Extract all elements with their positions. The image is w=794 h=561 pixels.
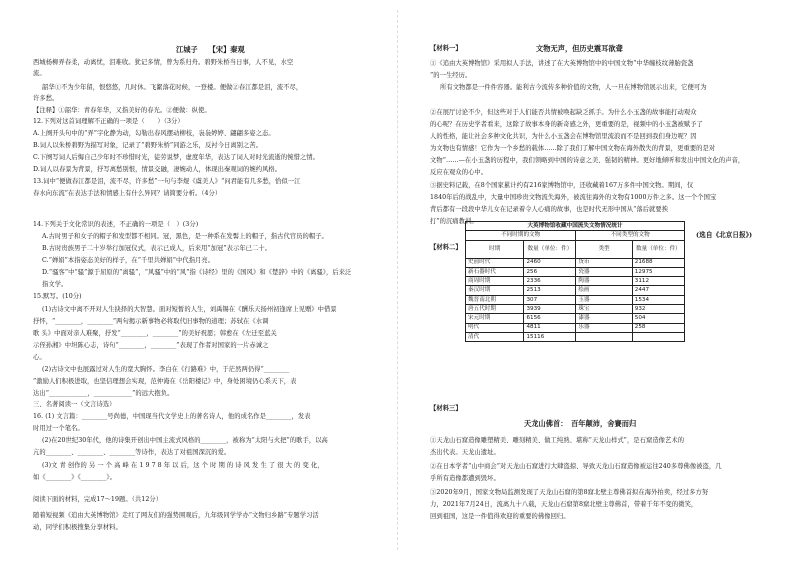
text-line: 心。	[33, 354, 46, 361]
text-line: (选自《北京日报》)	[696, 231, 753, 239]
text-line: ①《追由大英博物馆》采用拟人手法，讲述了在大英博物馆中的中国文物“中华缠枝纹薄胎瓷盏	[430, 60, 694, 67]
table-group-period: 不同时期的文物	[466, 231, 576, 240]
text-line: (3)文 青 创作的 另 一 个 高 峰 在 1 9 7 8 年 以 后，这 个 时 期 的 诗 风 发 生 了 很 大 的 变 化，	[42, 462, 324, 469]
table-cell-period: 宋元时期	[466, 314, 524, 323]
table-cell-q2: 258	[632, 323, 684, 332]
text-line: C.下阕写词人后悔自己少年时不珍惜时光，徒劳说梦，虚度年华，表达了词人对时光流逝的惋惜之情。	[33, 154, 319, 161]
relic-statistics-table	[465, 221, 685, 342]
table-cell-q2: 12975	[632, 267, 684, 276]
table-header-period: 时期	[466, 240, 524, 258]
table-row	[466, 314, 685, 323]
text-line: 背后都有一段段中华儿女在记录着令人心痛的故事，也是时代无形中国从“落后就要挨	[430, 206, 669, 213]
text-line: 13.词中“便做春江都是泪，流不尽，许多愁”一句与李煜《虞美人》“问君能有几多愁，恰似一江	[33, 178, 301, 185]
table-cell-q1: 2460	[524, 258, 576, 267]
text-line: 14.下列关于文化常识的表述，不正确的一项是（ ）(3分)	[33, 221, 199, 228]
text-line: 阅读下面的材料，完成17～19题。（共12分）	[33, 496, 163, 503]
table-title: 大英博物馆收藏中国流失文物情况统计	[466, 222, 685, 231]
table-row	[466, 286, 685, 295]
table-row	[466, 295, 685, 304]
text-line: A.上阕开头句中的“弄”字化静为动，勾勒出春风摆动柳枝，袅袅婷婷、翩翩多姿之态。	[33, 130, 275, 137]
table-cell-q2: 932	[632, 305, 684, 314]
table-cell-type: 玉器	[576, 295, 632, 304]
text-line: 随着短视频《追由大英博物馆》走红了网友们的强势围观后，九年级同学学办“文物归乡路”专题学习活	[33, 512, 319, 519]
text-line: ②在日本学者“山中商会”对天龙山石窟进行大肆盗掠、导致天龙山石窟造像被运往240多尊佛像被盗，几	[430, 463, 722, 470]
table-cell-q1: 2513	[524, 286, 576, 295]
table-cell-q1: 3939	[524, 305, 576, 314]
table-cell-type: 漆器	[576, 314, 632, 323]
table-row	[466, 277, 685, 286]
table-cell-q2	[632, 332, 684, 341]
text-line: ”的一生经历。	[430, 72, 472, 79]
text-line: 韶华①不为少年留，恨悠悠，几时休。飞絮落花时候，一登楼。便做②春江都是泪，流不尽，	[42, 84, 303, 91]
text-line: 【材料二】	[430, 244, 462, 251]
text-line: 【材料三】	[430, 405, 462, 412]
text-line: 文物无声，但历史震耳欲聋	[536, 44, 623, 53]
table-header-quantity: 数量（单位：件）	[632, 240, 684, 258]
table-cell-q2: 1534	[632, 295, 684, 304]
text-line: 西城杨柳弄春柔，动离忧，泪难收。犹记多情，曾为系归舟。碧野朱桥当日事，人不见，水空	[33, 59, 294, 66]
table-cell-q2: 21688	[632, 258, 684, 267]
text-line: 如《________》《________》。	[33, 474, 116, 481]
table-cell-type	[576, 332, 632, 341]
text-line: 江城子 【宋】秦观	[176, 45, 245, 54]
text-line: 流。	[33, 70, 46, 77]
table-group-type: 不同类型的文物	[576, 231, 685, 240]
text-line: 1840年后的战乱中，大量中国珍贵文物流失海外，被流往海外的文物有1000万件之多。这一个个国宝	[430, 194, 717, 201]
table-row	[466, 258, 685, 267]
text-line: 所有文物都是一件件容器。能利古今流传多种价值的文物，人一旦在博物馆展示出来，它便可为	[440, 84, 707, 91]
text-line: 的心呢？在历史学者看来，这除了故事本身的新奇感之外，更重要的是，视频中的小玉盏被赋予了	[430, 121, 703, 128]
table-cell-type: 乐器	[576, 323, 632, 332]
table-cell-q1: 4811	[524, 323, 576, 332]
table-header-type: 类型	[576, 240, 632, 258]
table-cell-period: 史前时代	[466, 258, 524, 267]
table-cell-q1: 15116	[524, 332, 576, 341]
text-line: B.古时贵族男子二十岁举行加冠仪式，表示已成人，后来用“加冠”表示年已二十。	[42, 245, 272, 252]
text-line: 乎所有造像都遭到毁坏。	[430, 475, 500, 482]
text-line: 春水向东流”在表达手法和情感上有什么异同？请简要分析。（4分）	[33, 190, 222, 197]
text-line: ”激励人们积极进取，也坚信理想会实现，范仲淹在《岳阳楼记》中，身处困境仍心系天下，表	[33, 378, 297, 385]
table-cell-type: 陶器	[576, 277, 632, 286]
text-line: 抒怀，“________，________”两句揭示新事物必将取代旧事物的道理；苏轼在《水调	[33, 318, 269, 325]
text-line: ②在展厅讨论不少，但这些对于人们能否共情被唤起缺乏抓手。为什么小玉盏的故事能打动观众	[430, 109, 697, 116]
text-line: 为文物也有情感！它作为一个乡愁的载体......除了我们了解中国文物在海外散失的背景，更重要的是对	[430, 145, 716, 152]
table-cell-period: 唐五代时期	[466, 305, 524, 314]
table-cell-type: 珠宝	[576, 305, 632, 314]
table-cell-type: 瓷器	[576, 267, 632, 276]
table-row	[466, 267, 685, 276]
text-line: 16. (1) 文言篇：________号尚德，中国现当代文学史上的著名诗人，他的成名作是________，发表	[33, 413, 311, 420]
table-cell-type: 货币	[576, 258, 632, 267]
text-line: D.词人以春景为背景，抒写离愁别恨，情景交融，凄婉动人，体现出秦观词的婉约风格。	[33, 166, 282, 173]
table-cell-period: 明代	[466, 323, 524, 332]
text-line: (2)古诗文中也展露过对人生的宽大胸怀。李白在《行路难》中，于茫然两仍得“________	[42, 366, 290, 373]
text-line: D.“骚客”中“骚”源于屈原的“离骚”，“风骚”中的“风”指《诗经》里的《国风》和《楚辞》中的《离骚》，后来泛	[42, 269, 352, 276]
text-line: 12.下列对这首词理解不正确的一项是（ ）（3分）	[33, 118, 184, 125]
column-divider	[397, 10, 398, 550]
table-cell-period: 秦汉时期	[466, 286, 524, 295]
table-cell-q1: 256	[524, 267, 576, 276]
text-line: 达出“____________，____________”的远大抱负。	[33, 390, 174, 397]
text-line: 歌 头》中面对亲人难聚，抒发“________，________”的美好祝愿；韩愈在《左迁至蓝关	[33, 330, 277, 337]
text-line: 杰出代表。天龙山遗址。	[430, 449, 500, 456]
text-line: 反应在观众的心中。	[430, 169, 488, 176]
text-line: 文物”……—在小玉盏的历程中，我们领略到中国的诗意之美、强韧的精神。更好地倾听和发出中国文化的声音，	[430, 157, 745, 164]
table-cell-period: 新石器时代	[466, 267, 524, 276]
text-line: C.“婵娟”本指姿态美好的样子，在“千里共婵娟”中代指月亮。	[42, 257, 215, 264]
text-line: 时用过一个笔名。	[33, 425, 84, 432]
text-line: ③2020年9月，国家文物局监测发现了天龙山石窟的第8窟北壁主尊佛首拟在海外拍卖，经过多方努	[430, 489, 709, 496]
text-line: (1)古诗文中离不开对人生抉择的大智慧。面对短暂的人生，刘禹锡在《酬乐天扬州初逢席上见赠》中借景	[42, 306, 337, 313]
table-cell-q1: 2336	[524, 277, 576, 286]
table-cell-period: 魏晋南北朝	[466, 295, 524, 304]
text-line: 回到祖国，这是一件值得欢迎的重要的佛像回归。	[430, 513, 570, 520]
text-line: ①天龙山石窟造像雕塑精美、雕刻精美、做工纯熟、堪称“天龙山样式”，是石窟造像艺术的	[430, 437, 685, 444]
text-line: 指文学。	[42, 281, 68, 288]
text-line: 亢的________、________、________等诗作，表达了对祖国深沉的爱。	[33, 449, 231, 456]
table-header-quantity: 数量（单位：件）	[524, 240, 576, 258]
text-line: 人的性格，能让社会多种文化共识，为什么小玉盏会在博物馆里流浪而不是回到我们身边呢？因	[430, 133, 697, 140]
text-line: (2)在20世纪30年代，他的诗集开创出中国主流式风格的________，被称为“太阳与火把”的歌手，以高	[42, 437, 328, 444]
text-line: 打”的沉痛教训。	[430, 218, 478, 225]
text-line: 三、名著阅读一（文言诗选）	[33, 401, 116, 408]
table-cell-q2: 2447	[632, 286, 684, 295]
text-line: 许多愁。	[33, 95, 59, 102]
table-row	[466, 332, 685, 341]
text-line: 力，2021年7月24日，流离九十八载，天龙山石窟第8窟北壁主尊佛首，带着千年不变的微笑，	[430, 501, 698, 508]
table-cell-q2: 504	[632, 314, 684, 323]
text-line: 【材料一】	[430, 45, 462, 52]
text-line: B.词人以朱桥碧野为描写对象，记录了“碧野朱桥”同游之乐，反衬今日离别之苦。	[33, 142, 263, 149]
text-line: 示侄孙湘》中坦陈心志，诗句“________，________”表现了作者对国家的一片赤诚之	[33, 342, 269, 349]
table-cell-q1: 307	[524, 295, 576, 304]
text-line: 15.默写。(10分)	[33, 293, 82, 300]
table-cell-period: 清代	[466, 332, 524, 341]
table-cell-q1: 6156	[524, 314, 576, 323]
text-line: ③据史料记载，在8个国家累计约有216家博物馆中，还收藏着167万多件中国文物。期间，仅	[430, 182, 694, 189]
text-line: A.古时男子和女子的帽子和发型都不相同。冠，黑色，是一种系在发髻上的帽子，指古代官员的帽子。	[42, 233, 328, 240]
text-line: 【注释】①韶华：青春年华，又指美好的春光。②便做：纵使。	[33, 107, 211, 114]
table-cell-type: 绘画	[576, 286, 632, 295]
text-line: 动，同学们积极搜集分享材料。	[33, 524, 122, 531]
table-row	[466, 305, 685, 314]
table-cell-period: 商周时期	[466, 277, 524, 286]
text-line: 天龙山佛首： 百年颠沛，舍賽而归	[524, 419, 637, 428]
table-cell-q2: 3112	[632, 277, 684, 286]
table-row	[466, 323, 685, 332]
